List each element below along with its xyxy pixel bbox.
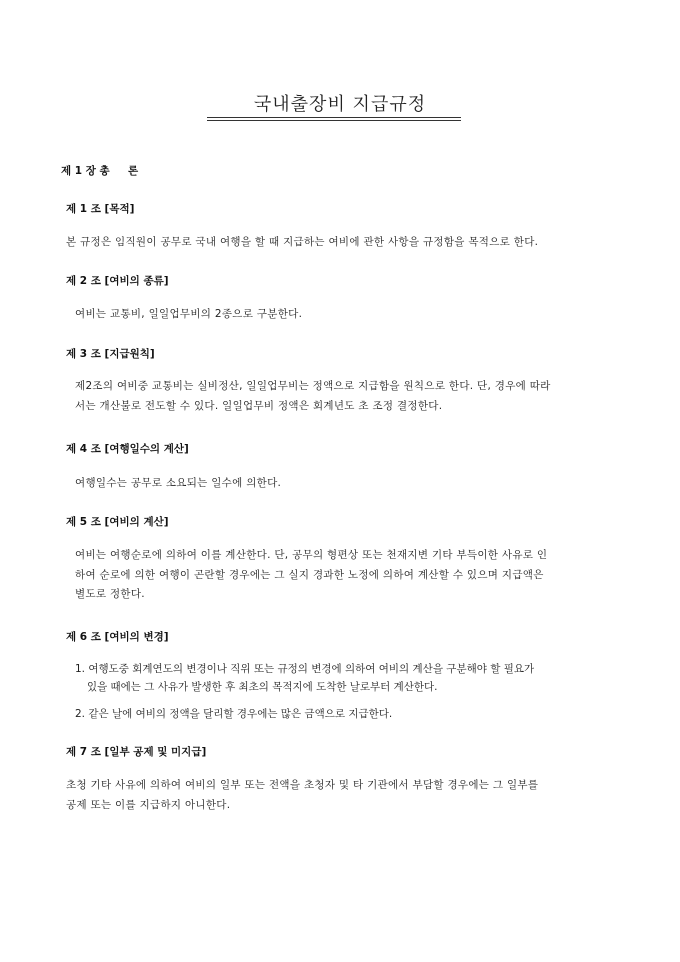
article-1-line: 본 규정은 임직원이 공무로 국내 여행을 할 때 지급하는 여비에 관한 사항을 규정함을 목적으로 한다. xyxy=(66,236,539,248)
article-6-item-2-text: 2. 같은 날에 여비의 정액을 달리할 경우에는 많은 금액으로 지급한다. xyxy=(75,708,393,720)
article-1-heading: 제 1 조 [목적] xyxy=(66,203,135,215)
chapter-heading: 제 1 장 총 론 xyxy=(61,165,139,177)
article-6-item-1 xyxy=(75,660,631,696)
article-7-line: 초청 기타 사유에 의하여 여비의 일부 또는 전액을 초청자 및 타 기관에서 부담할 경우에는 그 일부를 xyxy=(66,779,539,791)
article-2-line: 여비는 교통비, 일일업무비의 2종으로 구분한다. xyxy=(75,308,303,320)
article-7-heading: 제 7 조 [일부 공제 및 미지급] xyxy=(66,746,207,758)
article-6-heading: 제 6 조 [여비의 변경] xyxy=(66,631,169,643)
article-3-body xyxy=(75,377,623,416)
article-5-body xyxy=(75,546,623,605)
article-1-body xyxy=(66,233,614,253)
article-4-heading: 제 4 조 [여행일수의 계산] xyxy=(66,443,189,455)
article-4-body xyxy=(75,474,623,494)
document-title: 국내출장비 지급규정 xyxy=(253,94,427,115)
article-4-line: 여행일수는 공무로 소요되는 일수에 의한다. xyxy=(75,477,282,489)
article-3-line: 서는 개산불로 전도할 수 있다. 일일업무비 정액은 회계년도 초 조정 결정한다. xyxy=(75,399,443,412)
article-3-line: 제2조의 여비중 교통비는 실비정산, 일일업무비는 정액으로 지급함을 원칙으로 한다. 단, 경우에 따라 xyxy=(75,380,551,392)
title-underline-top xyxy=(207,117,461,118)
title-underline-bottom xyxy=(207,120,461,121)
article-3-heading: 제 3 조 [지급원칙] xyxy=(66,348,155,360)
article-7-body xyxy=(66,776,614,815)
article-6-item-2 xyxy=(75,705,631,723)
article-6-item-1-continuation: 있을 때에는 그 사유가 발생한 후 최초의 목적지에 도착한 날로부터 계산한다. xyxy=(86,681,438,693)
article-7-line: 공제 또는 이를 지급하지 아니한다. xyxy=(66,798,231,811)
article-2-heading: 제 2 조 [여비의 종류] xyxy=(66,275,169,287)
article-5-line: 여비는 여행순로에 의하여 이를 계산한다. 단, 공무의 형편상 또는 천재지변 기타 부득이한 사유로 인 xyxy=(75,549,548,561)
article-5-line: 하여 순로에 의한 여행이 곤란할 경우에는 그 실지 경과한 노정에 의하여 계산할 수 있으며 지급액은 xyxy=(75,568,544,581)
article-5-heading: 제 5 조 [여비의 계산] xyxy=(66,516,169,528)
article-5-line: 별도로 정한다. xyxy=(75,588,145,600)
article-2-body xyxy=(75,305,623,325)
article-6-item-1-text: 1. 여행도중 회계연도의 변경이나 직위 또는 규정의 변경에 의하여 여비의 계산을 구분해야 할 필요가 xyxy=(75,663,535,675)
